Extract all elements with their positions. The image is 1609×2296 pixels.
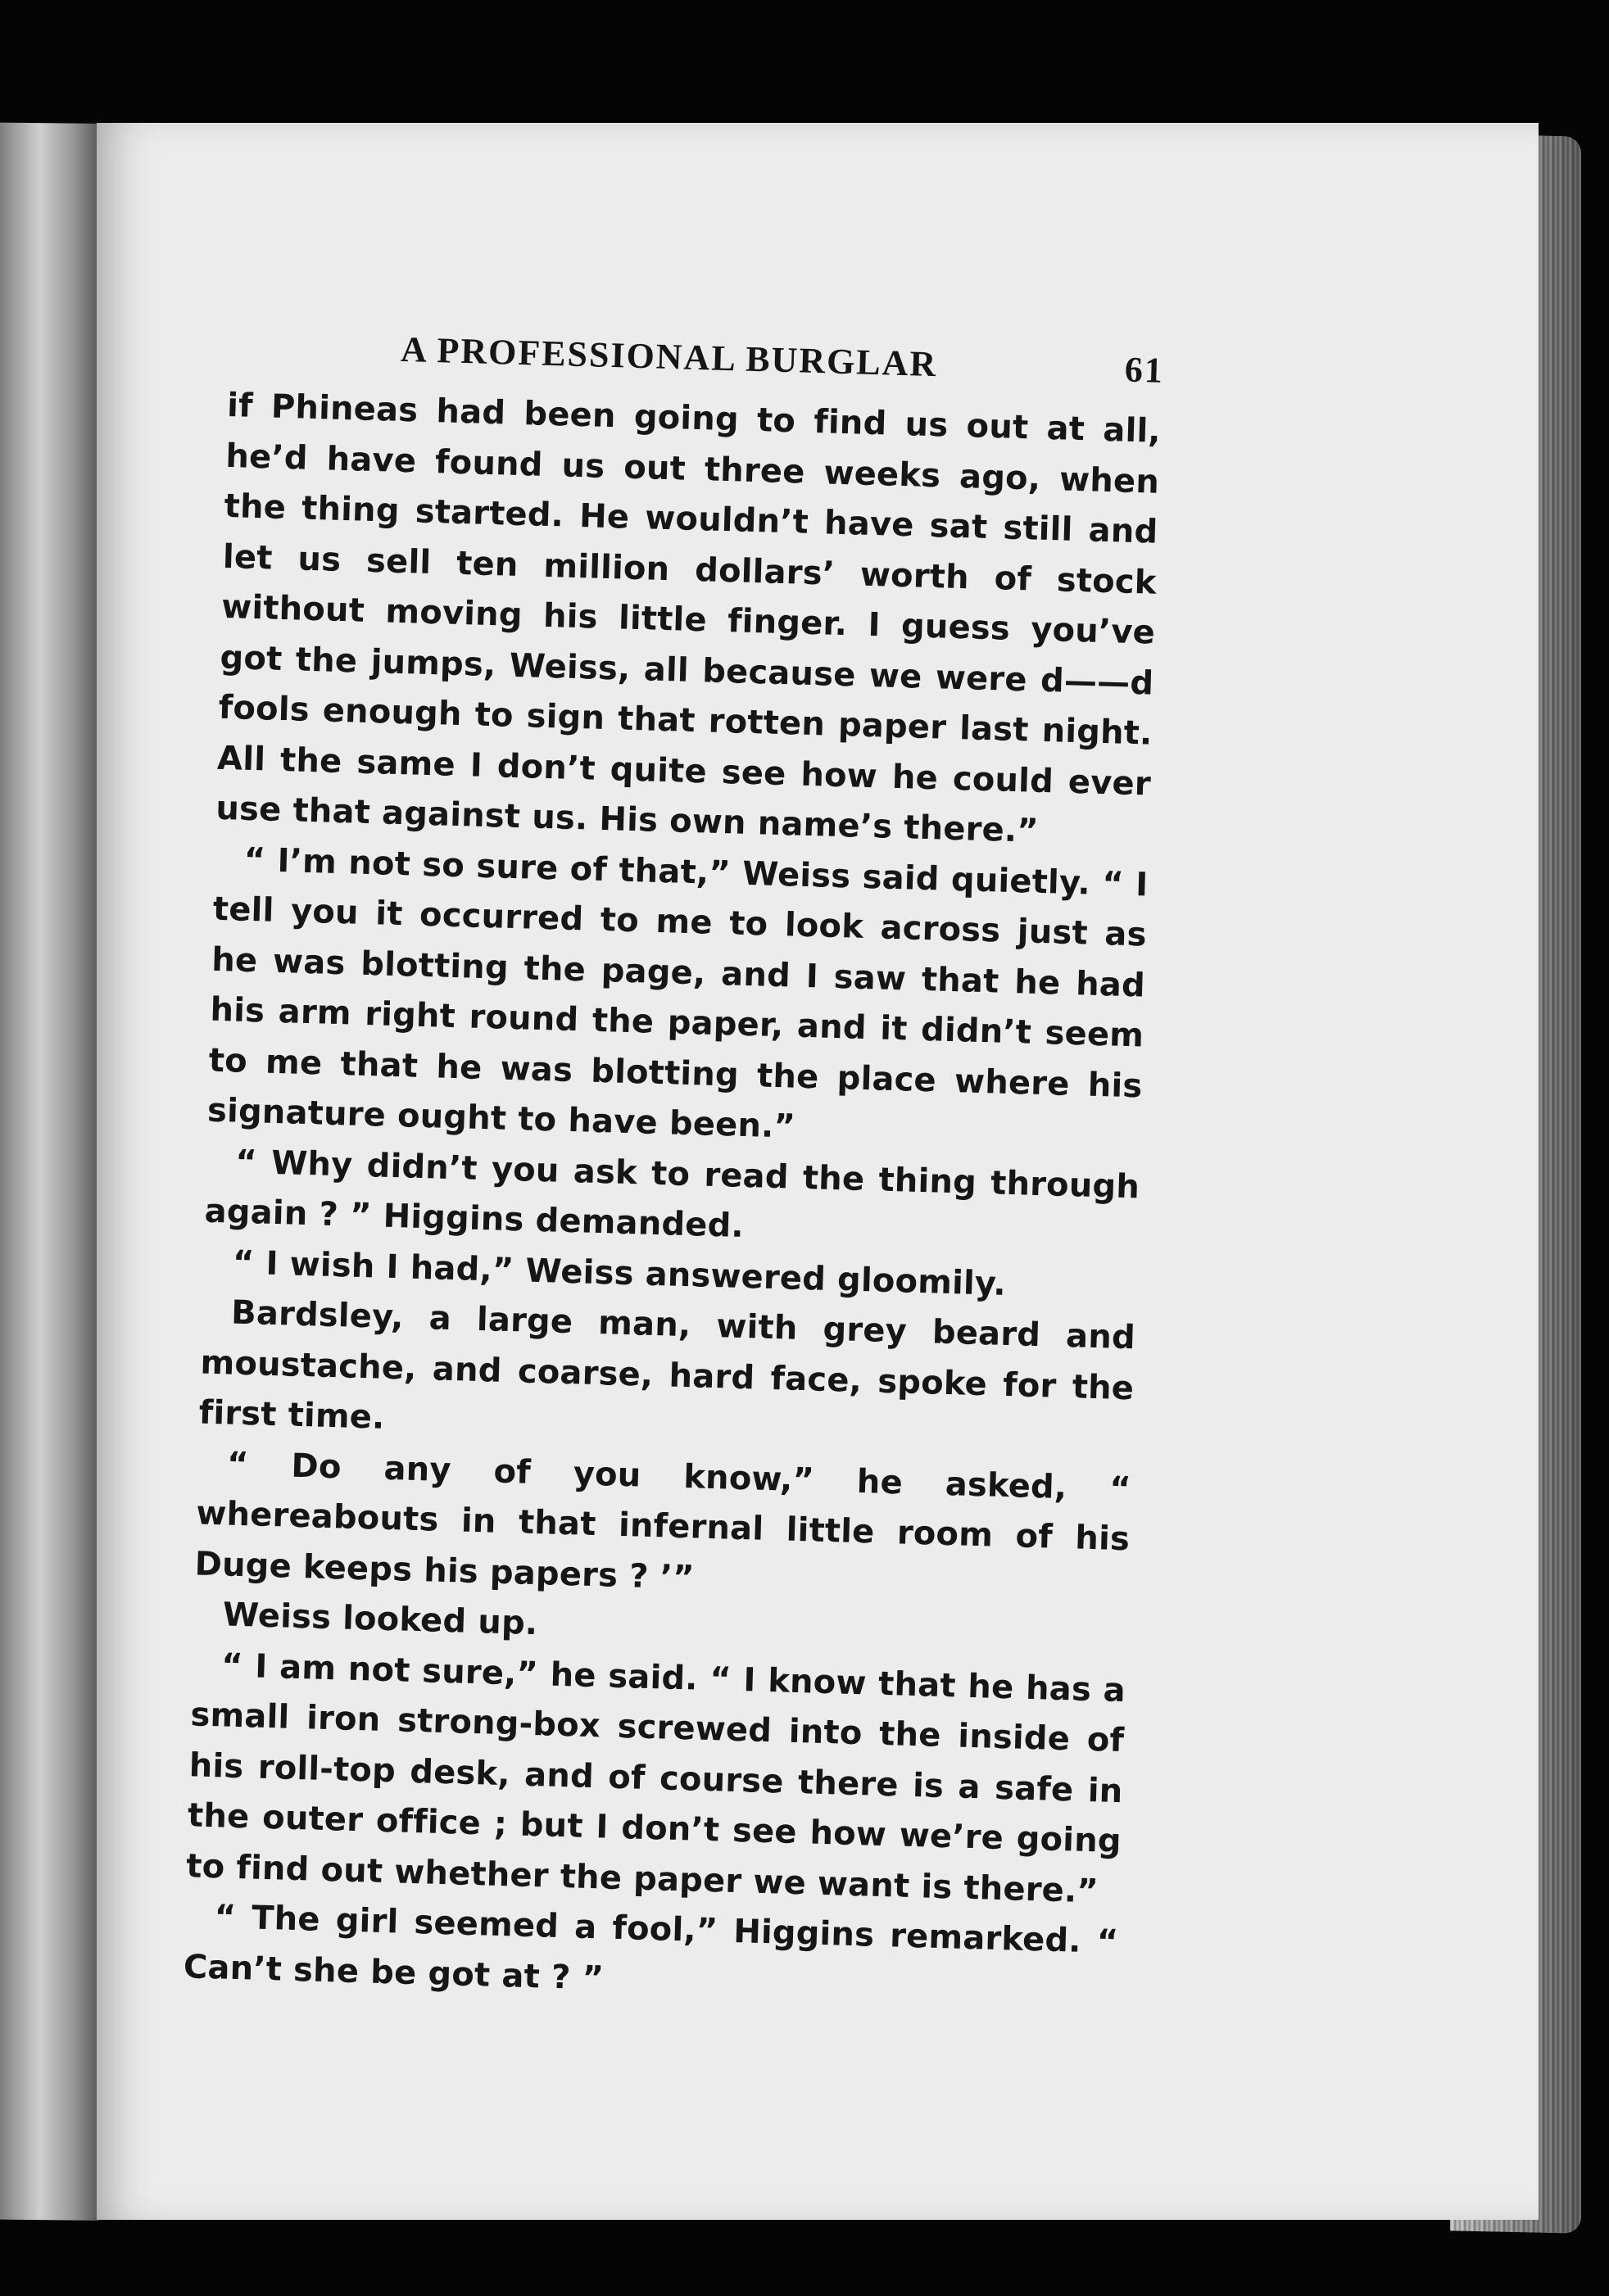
body-text	[183, 381, 1162, 2018]
paragraph: “ I wish I had,” Weiss answered gloomily.	[232, 1243, 1007, 1303]
paragraph: if Phineas had been going to find us out at all, he’d have found us out three weeks ago, when the thing started. He wouldn’t have sat still and let us sell ten million dollars’ worth of stock without moving his little finger. I guess you’ve got the jumps, Weiss, all because we were d——d fools enough to sign that rotten paper last night. All the same I don’t quite see how he could ever use that against us. His own name’s there.”	[215, 386, 1162, 850]
paragraph: Weiss looked up.	[222, 1596, 538, 1643]
paragraph: “ Do any of you know,” he asked, “ whereabouts in that infernal little room of his Duge keeps his papers ? ’”	[194, 1444, 1132, 1596]
running-head-title: A PROFESSIONAL BURGLAR	[400, 328, 938, 385]
paragraph: “ I’m not so sure of that,” Weiss said quietly. “ I tell you it occurred to me to look across just as he was blotting the page, and I saw that he had his arm right round the paper, and it didn’t seem to me that he was blotting the place where his signature ought to have been.”	[206, 840, 1149, 1146]
paragraph: Bardsley, a large man, with grey beard and moustache, and coarse, hard face, spoke for the first time.	[198, 1293, 1136, 1437]
left-page-edge	[0, 122, 98, 2221]
paragraph: “ Why didn’t you ask to read the thing through again ? ” Higgins demanded.	[204, 1143, 1140, 1245]
paragraph: “ I am not sure,” he said. “ I know that he has a small iron strong-box screwed into the inside of his roll-top desk, and of course there is a safe in the outer office ; but I don’t see how we’re going to find out whether the paper we want is there.”	[185, 1646, 1126, 1910]
paragraph: “ The girl seemed a fool,” Higgins remarked. “ Can’t she be got at ? ”	[183, 1898, 1119, 1998]
page-text-block	[183, 324, 1163, 2018]
page-number: 61	[1124, 349, 1165, 391]
